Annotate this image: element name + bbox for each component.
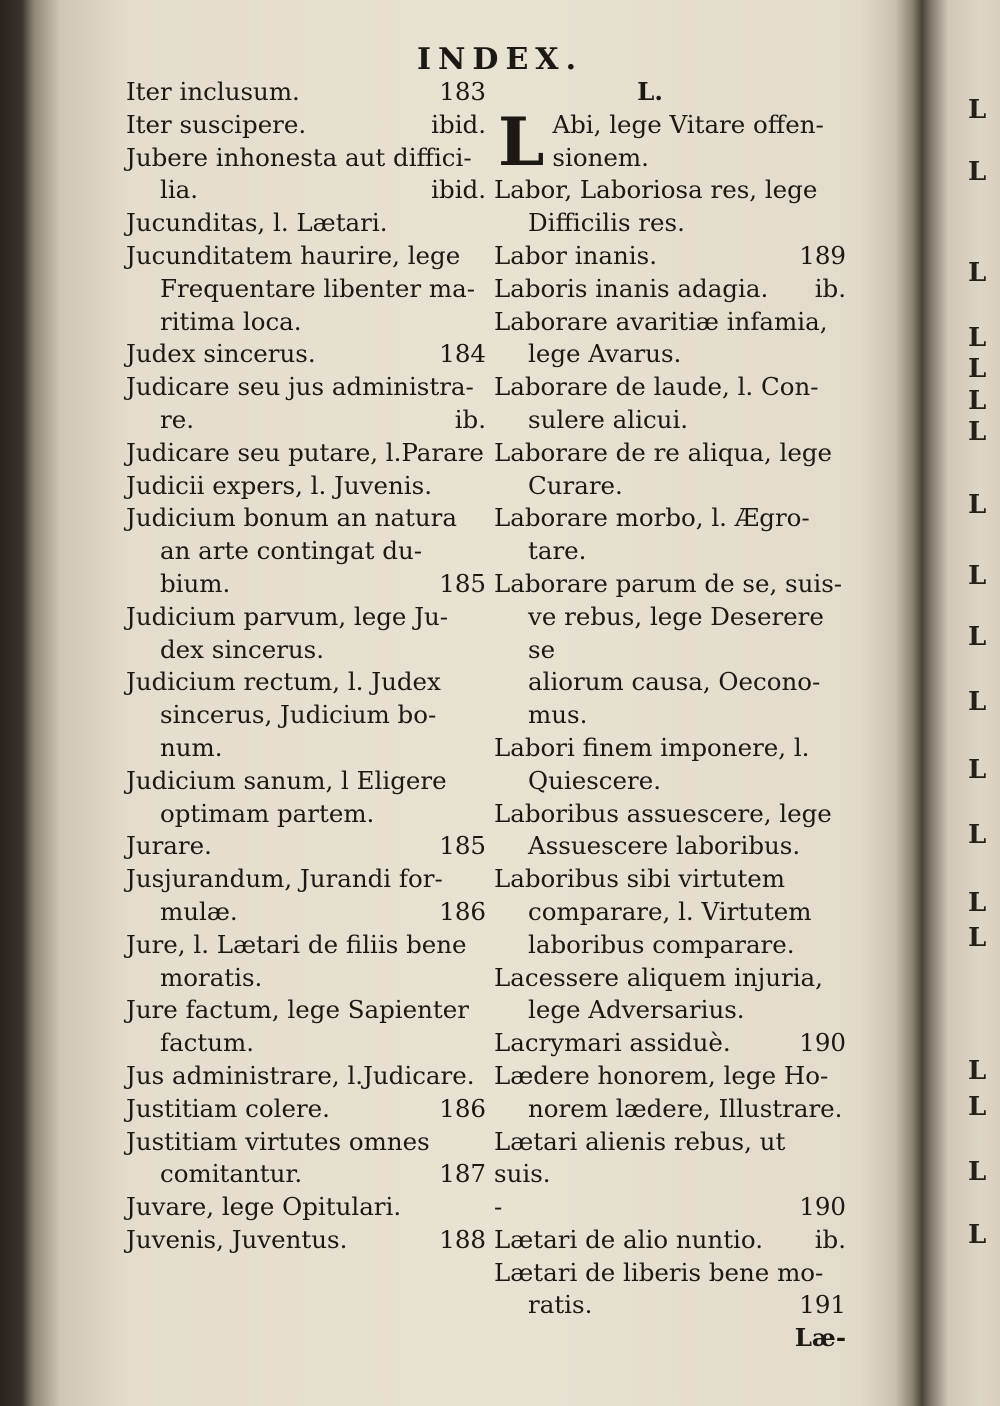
entry-text: mulæ. bbox=[160, 896, 238, 926]
entry-text: Difficilis res. bbox=[528, 208, 685, 238]
index-entry-line bbox=[126, 1126, 486, 1159]
index-entry-line bbox=[126, 1027, 486, 1060]
index-entry-line bbox=[126, 896, 486, 929]
page-reference: 185 bbox=[439, 831, 486, 861]
entry-text: sincerus, Judicium bo- bbox=[160, 700, 437, 730]
entry-text: lia. bbox=[160, 175, 199, 205]
entry-text: Judicii expers, l. Juvenis. bbox=[126, 470, 432, 500]
entry-text: norem lædere, Illustrare. bbox=[528, 1093, 843, 1123]
entry-text: Judicium parvum, lege Ju- bbox=[126, 601, 449, 631]
index-entry-line bbox=[126, 994, 486, 1027]
entry-text: Laboribus assuescere, lege bbox=[494, 798, 832, 828]
index-entry-line bbox=[494, 1257, 846, 1290]
entry-text: Iter suscipere. bbox=[126, 109, 307, 139]
margin-letter: L bbox=[968, 386, 987, 416]
page-reference: ib. bbox=[814, 273, 846, 303]
left-column bbox=[126, 76, 486, 1257]
right-entries bbox=[494, 174, 846, 1322]
entry-text: ve rebus, lege Deserere se bbox=[528, 601, 824, 664]
page-reference: 188 bbox=[439, 1224, 486, 1254]
entry-text: sulere alicui. bbox=[528, 404, 689, 434]
index-entry-line bbox=[494, 437, 846, 470]
entry-text: Judicare seu putare, l.Parare bbox=[126, 437, 484, 467]
entry-text: moratis. bbox=[160, 962, 263, 992]
entry-text: Laborare de laude, l. Con- bbox=[494, 372, 819, 402]
index-entry-line bbox=[126, 798, 486, 831]
index-entry-line bbox=[494, 404, 846, 437]
index-entry-line bbox=[494, 1060, 846, 1093]
entry-text: mus. bbox=[528, 700, 588, 730]
entry-text: lege Adversarius. bbox=[528, 995, 745, 1025]
index-entry-line bbox=[126, 470, 486, 503]
index-entry-line bbox=[126, 863, 486, 896]
margin-letter: L bbox=[968, 258, 987, 288]
index-entry-line bbox=[126, 404, 486, 437]
section-letter: L. bbox=[637, 77, 663, 106]
index-entry-line bbox=[494, 470, 846, 503]
page-reference: 185 bbox=[439, 568, 486, 598]
index-entry-line bbox=[494, 240, 846, 273]
index-entry-line bbox=[494, 896, 846, 929]
index-entry-line bbox=[494, 1224, 846, 1257]
entry-text: dex sincerus. bbox=[160, 634, 325, 664]
index-entry-line bbox=[494, 568, 846, 601]
index-entry-line bbox=[126, 1060, 486, 1093]
index-entry-line bbox=[126, 338, 486, 371]
index-entry-line bbox=[126, 437, 486, 470]
catchword: Læ- bbox=[794, 1323, 846, 1353]
index-entry-line bbox=[126, 1191, 486, 1224]
entry-text: ritima loca. bbox=[160, 306, 302, 336]
index-entry-line bbox=[126, 174, 486, 207]
page-reference: 190 bbox=[799, 1192, 846, 1222]
entry-text: Labori finem imponere, l. bbox=[494, 732, 810, 762]
index-entry-line bbox=[126, 142, 486, 175]
index-entry-line bbox=[126, 535, 486, 568]
index-entry-line bbox=[126, 240, 486, 273]
index-entry-line bbox=[494, 306, 846, 339]
index-entry-line bbox=[494, 1027, 846, 1060]
index-entry-line bbox=[494, 535, 846, 568]
index-entry-line bbox=[494, 1126, 846, 1192]
entry-text: Lacrymari assiduè. bbox=[494, 1028, 731, 1058]
index-entry-line bbox=[494, 732, 846, 765]
index-entry-line bbox=[126, 1158, 486, 1191]
entry-text: Juvare, lege Opitulari. bbox=[126, 1192, 402, 1222]
page-reference: 191 bbox=[799, 1290, 846, 1320]
index-entry-line bbox=[126, 207, 486, 240]
entry-text: comparare, l. Virtutem bbox=[528, 896, 812, 926]
index-entry-line bbox=[126, 601, 486, 634]
index-entry-line bbox=[494, 1093, 846, 1126]
index-entry-line bbox=[126, 765, 486, 798]
index-entry-line bbox=[126, 699, 486, 732]
entry-text: Judicium bonum an natura bbox=[126, 503, 457, 533]
index-entry-line bbox=[126, 306, 486, 339]
entry-text: an arte contingat du- bbox=[160, 536, 422, 566]
entry-text: Justitiam virtutes omnes bbox=[126, 1126, 430, 1156]
entry-text: tare. bbox=[528, 536, 587, 566]
entry-text: Juvenis, Juventus. bbox=[126, 1224, 348, 1254]
entry-text: optimam partem. bbox=[160, 798, 375, 828]
entry-text: Jurare. bbox=[126, 831, 212, 861]
page-reference: 183 bbox=[439, 77, 486, 106]
index-entry-line bbox=[494, 1191, 846, 1224]
index-entry-line bbox=[126, 732, 486, 765]
entry-text: - bbox=[494, 1192, 503, 1222]
entry-text: Jusjurandum, Jurandi for- bbox=[126, 864, 443, 894]
entry-text: lege Avarus. bbox=[528, 339, 682, 369]
entry-text: Lædere honorem, lege Ho- bbox=[494, 1060, 829, 1090]
entry-text: aliorum causa, Oecono- bbox=[528, 667, 821, 697]
entry-text: Labor, Laboriosa res, lege bbox=[494, 175, 818, 205]
margin-letter: L bbox=[968, 490, 987, 520]
entry-text: Lætari de liberis bene mo- bbox=[494, 1257, 824, 1287]
index-entry-line bbox=[126, 568, 486, 601]
entry-text: comitantur. bbox=[160, 1159, 303, 1189]
margin-letter: L bbox=[968, 1092, 987, 1122]
entry-text: Lætari de alio nuntio. bbox=[494, 1224, 763, 1254]
margin-letter: L bbox=[968, 1220, 987, 1250]
entry-text: Jus administrare, l.Judicare. bbox=[126, 1060, 475, 1090]
entry-line: Abi, lege Vitare offen- bbox=[552, 109, 824, 139]
entry-text: Curare. bbox=[528, 470, 623, 500]
entry-text: Laboribus sibi virtutem bbox=[494, 864, 785, 894]
entry-text: ratis. bbox=[528, 1290, 593, 1320]
page-reference: 187 bbox=[439, 1159, 486, 1189]
index-entry-line bbox=[126, 273, 486, 306]
margin-letter: L bbox=[968, 622, 987, 652]
page-reference: ibid. bbox=[431, 109, 486, 139]
margin-letter: L bbox=[968, 561, 987, 591]
index-entry-line bbox=[494, 502, 846, 535]
index-entry-line bbox=[494, 929, 846, 962]
index-entry-line bbox=[494, 1289, 846, 1322]
index-entry-first bbox=[494, 102, 846, 181]
page-title: INDEX. bbox=[416, 42, 584, 77]
index-entry-line bbox=[126, 1224, 486, 1257]
drop-cap: L bbox=[498, 102, 545, 181]
page-reference: ibid. bbox=[431, 175, 486, 205]
index-entry-line bbox=[494, 207, 846, 240]
entry-text: Laboris inanis adagia. bbox=[494, 273, 769, 303]
entry-text: Laborare morbo, l. Ægro- bbox=[494, 503, 810, 533]
margin-letter: L bbox=[968, 417, 987, 447]
entry-text: Assuescere laboribus. bbox=[528, 831, 801, 861]
entry-text: Quiescere. bbox=[528, 765, 661, 795]
page-reference: 186 bbox=[439, 896, 486, 926]
entry-text: Jubere inhonesta aut diffici- bbox=[126, 142, 472, 172]
index-entry-line bbox=[494, 830, 846, 863]
entry-text: Jucunditas, l. Lætari. bbox=[126, 208, 388, 238]
index-entry-line bbox=[126, 502, 486, 535]
index-entry-line bbox=[494, 863, 846, 896]
entry-line: sionem. bbox=[552, 142, 649, 172]
page-reference: ib. bbox=[814, 1224, 846, 1254]
index-entry-line bbox=[494, 371, 846, 404]
page-reference: 186 bbox=[439, 1093, 486, 1123]
page-reference: ib. bbox=[454, 404, 486, 434]
entry-text: Iter inclusum. bbox=[126, 77, 300, 106]
entry-text: Jure factum, lege Sapienter bbox=[126, 995, 469, 1025]
entry-text: bium. bbox=[160, 568, 231, 598]
entry-text: Judicium sanum, l Eligere bbox=[126, 765, 447, 795]
margin-letter: L bbox=[968, 323, 987, 353]
index-entry-line bbox=[126, 962, 486, 995]
page-reference: 184 bbox=[439, 339, 486, 369]
entry-text: Justitiam colere. bbox=[126, 1093, 330, 1123]
index-entry-line bbox=[494, 962, 846, 995]
entry-text: Laborare de re aliqua, lege bbox=[494, 437, 833, 467]
index-entry-line bbox=[494, 174, 846, 207]
index-entry-line bbox=[494, 699, 846, 732]
index-entry-line bbox=[494, 273, 846, 306]
index-entry-line bbox=[126, 1093, 486, 1126]
entry-text: Judicium rectum, l. Judex bbox=[126, 667, 441, 697]
index-entry-line bbox=[126, 109, 486, 142]
entry-text: factum. bbox=[160, 1028, 255, 1058]
index-entry-line bbox=[494, 765, 846, 798]
entry-text: re. bbox=[160, 404, 194, 434]
entry-text: Judex sincerus. bbox=[126, 339, 316, 369]
index-entry-line bbox=[494, 338, 846, 371]
margin-letter: L bbox=[968, 888, 987, 918]
entry-text: laboribus comparare. bbox=[528, 929, 795, 959]
entry-text: Lacessere aliquem injuria, bbox=[494, 962, 823, 992]
margin-letter: L bbox=[968, 95, 987, 125]
page-reference: 189 bbox=[799, 240, 846, 270]
entry-text: Judicare seu jus administra- bbox=[126, 372, 474, 402]
margin-letter: L bbox=[968, 157, 987, 187]
entry-text: Frequentare libenter ma- bbox=[160, 273, 475, 303]
margin-letter: L bbox=[968, 923, 987, 953]
index-entry-line bbox=[494, 994, 846, 1027]
entry-text: Laborare avaritiæ infamia, bbox=[494, 306, 828, 336]
margin-letter: L bbox=[968, 820, 987, 850]
index-entry-line bbox=[126, 830, 486, 863]
entry-text: Labor inanis. bbox=[494, 240, 658, 270]
entry-text: Jucunditatem haurire, lege bbox=[126, 240, 461, 270]
margin-letter: L bbox=[968, 755, 987, 785]
entry-text: Jure, l. Lætari de filiis bene bbox=[126, 929, 467, 959]
index-entry-line bbox=[126, 929, 486, 962]
right-column bbox=[494, 76, 846, 1355]
entry-text: Lætari alienis rebus, ut suis. bbox=[494, 1126, 786, 1189]
index-entry-line bbox=[126, 666, 486, 699]
entry-text: num. bbox=[160, 732, 223, 762]
index-entry-line bbox=[494, 666, 846, 699]
margin-letter: L bbox=[968, 1157, 987, 1187]
index-entry-line bbox=[126, 76, 486, 109]
margin-letter: L bbox=[968, 1056, 987, 1086]
index-entry-line bbox=[494, 798, 846, 831]
index-entry-line bbox=[126, 634, 486, 667]
entry-text: Laborare parum de se, suis- bbox=[494, 568, 843, 598]
page-reference: 190 bbox=[799, 1028, 846, 1058]
margin-letter: L bbox=[968, 354, 987, 384]
index-entry-line bbox=[494, 601, 846, 667]
margin-letter: L bbox=[968, 687, 987, 717]
index-entry-line bbox=[126, 371, 486, 404]
